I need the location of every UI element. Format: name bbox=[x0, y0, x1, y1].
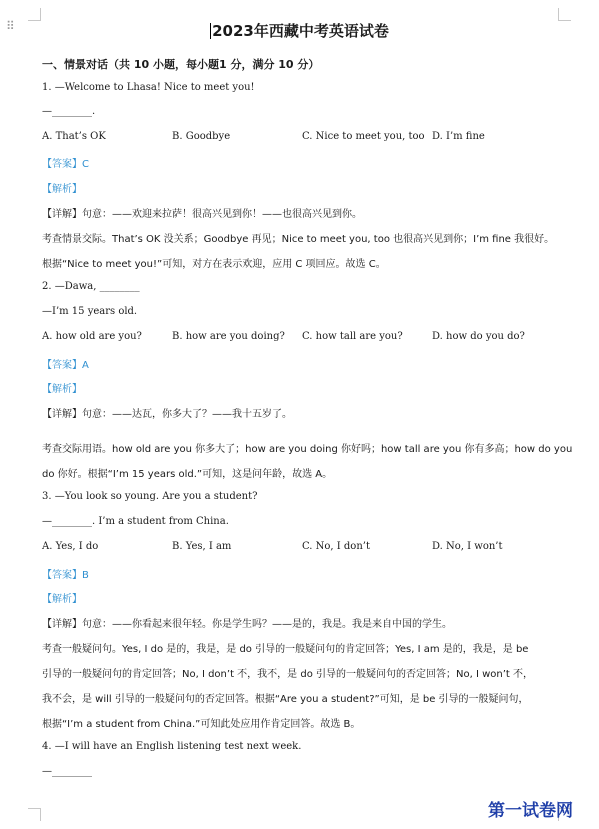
analysis-label: 【解析】 bbox=[42, 184, 82, 195]
explanation-text: 根据“I’m a student from China.”可知此处应用作肯定回答。故选 B。 bbox=[42, 719, 361, 730]
option-c: C. Nice to meet you, too bbox=[302, 131, 425, 142]
detail-text: 【详解】句意：——欢迎来拉萨！很高兴见到你！——也很高兴见到你。 bbox=[42, 209, 362, 220]
text-cursor bbox=[210, 23, 211, 39]
option-b: B. Goodbye bbox=[172, 131, 231, 142]
page-title bbox=[0, 20, 599, 41]
question-4-line-2: —________ bbox=[42, 766, 92, 777]
question-3-line-2: —________. I’m a student from China. bbox=[42, 516, 229, 527]
question-1-line-1: 1. —Welcome to Lhasa! Nice to meet you! bbox=[42, 82, 255, 93]
option-b: B. Yes, I am bbox=[172, 541, 232, 552]
option-a: A. how old are you? bbox=[42, 331, 142, 342]
explanation-text: 引导的一般疑问句的肯定回答；No, I don’t 不，我不，是 do 引导的一般疑问句的否定回答；No, I won’t 不， bbox=[42, 669, 533, 680]
option-d: D. I’m fine bbox=[432, 131, 485, 142]
analysis-label: 【解析】 bbox=[42, 594, 82, 605]
section-heading: 一、情景对话（共 10 小题，每小题1 分，满分 10 分） bbox=[42, 58, 320, 71]
question-3-line-1: 3. —You look so young. Are you a student? bbox=[42, 491, 258, 502]
option-c: C. how tall are you? bbox=[302, 331, 403, 342]
option-a: A. Yes, I do bbox=[42, 541, 99, 552]
option-b: B. how are you doing? bbox=[172, 331, 285, 342]
question-1-line-2: —________. bbox=[42, 106, 96, 117]
explanation-text: 考查交际用语。how old are you 你多大了；how are you doing 你好吗；how tall are you 你有多高；how do you bbox=[42, 444, 573, 455]
option-a: A. That’s OK bbox=[42, 131, 106, 142]
drag-handle-icon[interactable]: ⠿ bbox=[6, 19, 14, 33]
question-4-line-1: 4. —I will have an English listening test next week. bbox=[42, 741, 302, 752]
explanation-text: 考查一般疑问句。Yes, I do 是的，我是，是 do 引导的一般疑问句的肯定回答；Yes, I am 是的，我是，是 be bbox=[42, 644, 529, 655]
answer-label: 【答案】A bbox=[42, 360, 89, 371]
answer-label: 【答案】C bbox=[42, 159, 89, 170]
option-c: C. No, I don’t bbox=[302, 541, 370, 552]
page-corner-mark bbox=[28, 808, 41, 821]
answer-label: 【答案】B bbox=[42, 570, 89, 581]
option-d: D. how do you do? bbox=[432, 331, 525, 342]
analysis-label: 【解析】 bbox=[42, 384, 82, 395]
page-title-text: 2023年西藏中考英语试卷 bbox=[212, 22, 389, 40]
watermark-logo: 第一试卷网 bbox=[488, 801, 573, 821]
detail-text: 【详解】句意：——达瓦，你多大了？——我十五岁了。 bbox=[42, 409, 292, 420]
explanation-text: do 你好。根据“I’m 15 years old.”可知，这是问年龄，故选 A。 bbox=[42, 469, 333, 480]
question-2-line-1: 2. —Dawa, ________ bbox=[42, 281, 140, 292]
detail-text: 【详解】句意：——你看起来很年轻。你是学生吗？——是的，我是。我是来自中国的学生。 bbox=[42, 619, 452, 630]
explanation-text: 根据“Nice to meet you!”可知，对方在表示欢迎，应用 C 项回应。故选 C。 bbox=[42, 259, 386, 270]
question-2-line-2: —I’m 15 years old. bbox=[42, 306, 138, 317]
explanation-text: 考查情景交际。That’s OK 没关系；Goodbye 再见；Nice to meet you, too 也很高兴见到你；I’m fine 我很好。 bbox=[42, 234, 555, 245]
explanation-text: 我不会，是 will 引导的一般疑问句的否定回答。根据“Are you a student?”可知，是 be 引导的一般疑问句， bbox=[42, 694, 529, 705]
option-d: D. No, I won’t bbox=[432, 541, 503, 552]
